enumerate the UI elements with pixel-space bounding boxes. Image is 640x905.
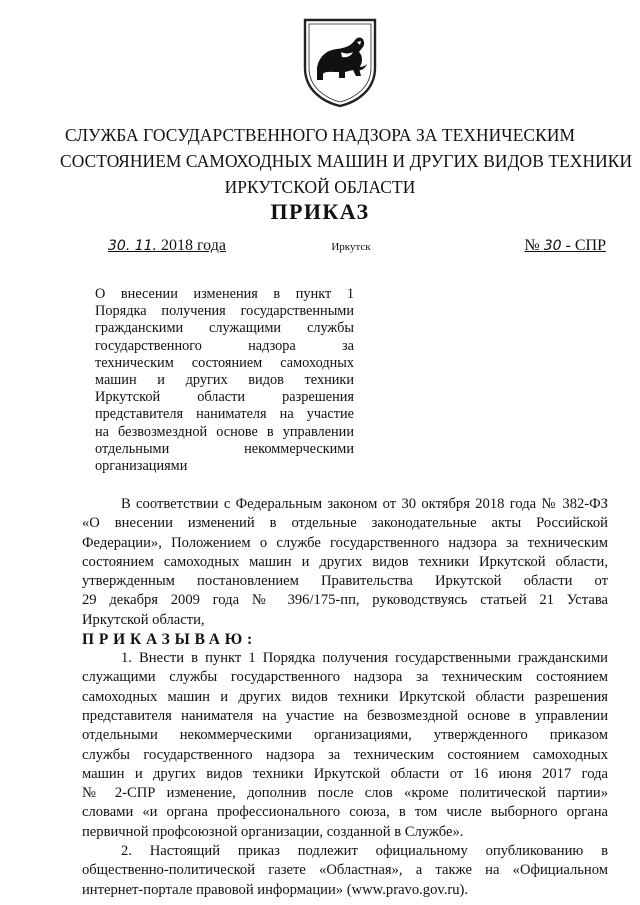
preamble-paragraph — [82, 495, 608, 630]
body-line: интернет-портале правовой информации» (www.pravo.gov.ru). — [82, 881, 469, 898]
subject-line: Порядка получения государственными — [95, 303, 354, 320]
irkutsk-coat-of-arms-icon — [301, 16, 379, 108]
body-line: утвержденным постановлением Правительства Иркутской области от — [82, 573, 608, 590]
item-1-paragraph — [82, 649, 608, 842]
date-handwritten: 30. 11. — [108, 238, 157, 254]
body-line: машин и других видов техники Иркутской области от 16 июня 2017 года — [82, 765, 608, 782]
body-line: словами «и органа профессионального союза, в том числе выборного органа — [82, 804, 608, 821]
subject-line: гражданскими служащими службы — [95, 320, 354, 337]
body-line: состоянием самоходных машин и других видов техники Иркутской области, — [82, 553, 608, 570]
organization-name — [60, 122, 633, 200]
subject-line: организациями — [95, 458, 188, 475]
subject-line: представителя нанимателя на участие — [95, 406, 354, 423]
body-line: 1. Внести в пункт 1 Порядка получения государственными гражданскими — [121, 650, 608, 667]
decree-word: ПРИКАЗЫВАЮ: — [82, 631, 257, 649]
subject-line: О внесении изменения в пункт 1 — [95, 286, 354, 302]
subject-line: техническим состоянием самоходных — [95, 354, 354, 371]
document-type-title: ПРИКАЗ — [270, 199, 370, 224]
subject-line: Иркутской области разрешения — [95, 389, 354, 406]
body-line: В соответствии с Федеральным законом от 30 октября 2018 года № 382-ФЗ — [121, 496, 608, 512]
subject-line: на безвозмездной основе в управлении — [95, 423, 354, 440]
organization-line: СЛУЖБА ГОСУДАРСТВЕННОГО НАДЗОРА ЗА ТЕХНИЧЕСКИМ — [64, 125, 576, 145]
body-line: самоходных машин и других видов техники Иркутской области разрешения — [82, 688, 608, 705]
document-subject — [95, 286, 354, 475]
date-printed: 2018 года — [156, 237, 226, 254]
document-number — [524, 237, 606, 255]
number-prefix: № — [524, 237, 544, 254]
body-line: служащими службы государственного надзора за техническим состоянием — [82, 669, 608, 686]
organization-line: СОСТОЯНИЕМ САМОХОДНЫХ МАШИН И ДРУГИХ ВИДОВ ТЕХНИКИ — [60, 151, 633, 171]
body-line: «О внесении изменений в отдельные законодательные акты Российской — [82, 515, 608, 532]
item-2-paragraph — [82, 842, 608, 900]
number-suffix: - СПР — [561, 237, 606, 254]
body-line: первичной профсоюзной организации, созданной в Службе». — [82, 823, 464, 840]
subject-line: государственного надзора за — [95, 337, 354, 354]
body-line: службы государственного надзора за техническим состоянием самоходных — [82, 746, 608, 763]
subject-line: машин и других видов техники — [95, 372, 354, 389]
body-line: отдельными некоммерческими организациями, утвержденного приказом — [82, 727, 608, 744]
number-handwritten: 30 — [543, 238, 562, 254]
body-line: представителя нанимателя на участие на безвозмездной основе в управлении — [82, 707, 608, 724]
organization-line: ИРКУТСКОЙ ОБЛАСТИ — [224, 177, 416, 197]
document-body — [82, 495, 608, 900]
body-line: № 2-СПР изменение, дополнив после слов «кроме политической партии» — [82, 785, 608, 802]
body-line: Иркутской области, — [82, 611, 205, 628]
document-city: Иркутск — [331, 241, 371, 253]
body-line: 2. Настоящий приказ подлежит официальному опубликованию в — [121, 843, 608, 860]
body-line: Федерации», Положением о службе государственного надзора за техническим — [82, 534, 608, 551]
subject-line: отдельными некоммерческими — [95, 440, 354, 457]
body-line: общественно-политической газете «Областная», а также на «Официальном — [82, 862, 608, 879]
body-line: 29 декабря 2009 года № 396/175-пп, руководствуясь статьей 21 Устава — [82, 592, 608, 609]
